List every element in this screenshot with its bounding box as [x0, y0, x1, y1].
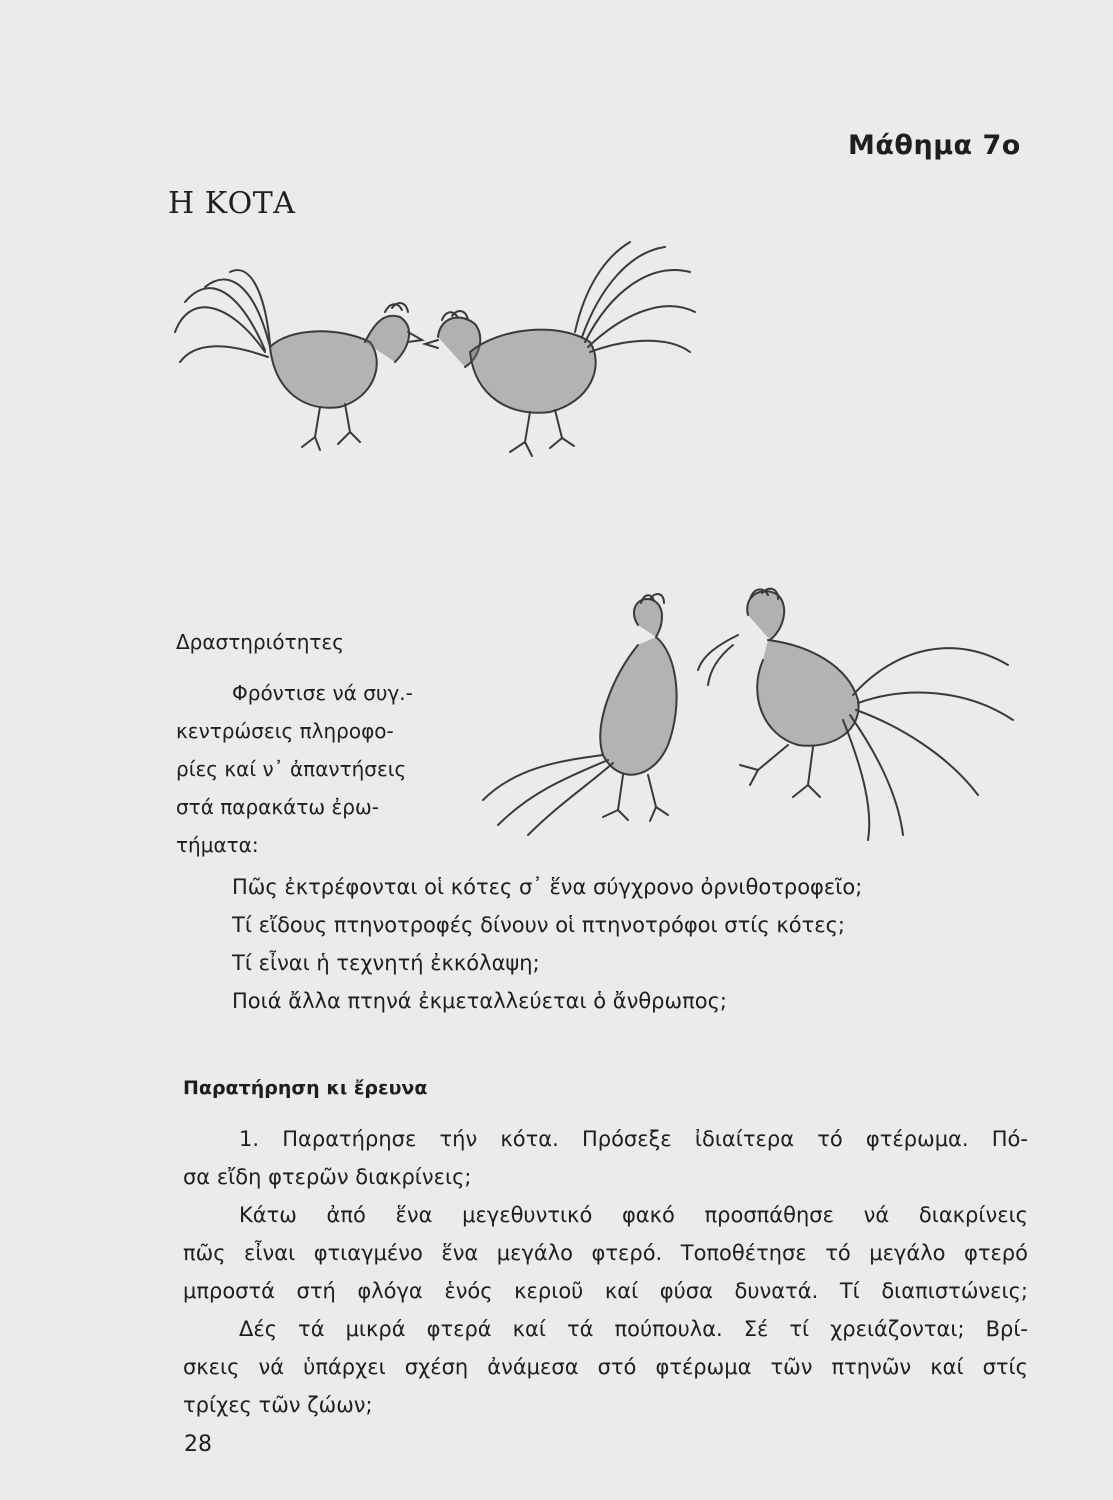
activities-intro [176, 674, 446, 864]
intro-line: στά παρακάτω ἐρω- [176, 795, 379, 819]
question-item: Πῶς ἐκτρέφονται οἱ κότες σ᾽ ἕνα σύγχρονο ὀρνιθοτροφεῖο; [232, 875, 863, 899]
lesson-label: Μάθημα 7ο [848, 130, 1021, 161]
activities-heading: Δραστηριότητες [176, 630, 344, 654]
roosters-facing-illustration [170, 232, 700, 462]
question-list [232, 868, 862, 1020]
question-item: Τί εἴδους πτηνοτροφές δίνουν οἱ πτηνοτρόφοι στίς κότες; [232, 913, 845, 937]
observation-line: Δές τά μικρά φτερά καί τά πούπουλα. Σέ τί χρειάζονται; Βρί- [239, 1317, 1028, 1341]
observation-line: σα εἴδη φτερῶν διακρίνεις; [183, 1165, 472, 1189]
observation-text [183, 1120, 1028, 1424]
observation-line: μπροστά στή φλόγα ἑνός κεριοῦ καί φύσα δυνατά. Τί διαπιστώνεις; [183, 1279, 1028, 1303]
observation-line: πῶς εἶναι φτιαγμένο ἕνα μεγάλο φτερό. Τοποθέτησε τό μεγάλο φτερό [183, 1241, 1028, 1265]
observation-line: σκεις νά ὑπάρχει σχέση ἀνάμεσα στό φτέρωμα τῶν πτηνῶν καί στίς [183, 1355, 1028, 1379]
roosters-fighting-illustration [478, 585, 1018, 845]
page-title: Η ΚΟΤΑ [168, 186, 296, 221]
observation-line: 1. Παρατήρησε τήν κότα. Πρόσεξε ἰδιαίτερα τό φτέρωμα. Πό- [239, 1127, 1028, 1151]
observation-line: Κάτω ἀπό ἕνα μεγεθυντικό φακό προσπάθησε νά διακρίνεις [239, 1203, 1028, 1227]
observation-line: τρίχες τῶν ζώων; [183, 1393, 373, 1417]
observation-heading: Παρατήρηση κι ἔρευνα [183, 1077, 428, 1099]
intro-line: κεντρώσεις πληροφο- [176, 719, 394, 743]
intro-line: Φρόντισε νά συγ.- [232, 681, 413, 705]
question-item: Τί εἶναι ἡ τεχνητή ἐκκόλαψη; [232, 951, 540, 975]
intro-line: ρίες καί ν᾽ ἀπαντήσεις [176, 757, 407, 781]
intro-line: τήματα: [176, 833, 259, 857]
question-item: Ποιά ἄλλα πτηνά ἐκμεταλλεύεται ὁ ἄνθρωπος; [232, 989, 727, 1013]
page-number: 28 [184, 1432, 212, 1457]
